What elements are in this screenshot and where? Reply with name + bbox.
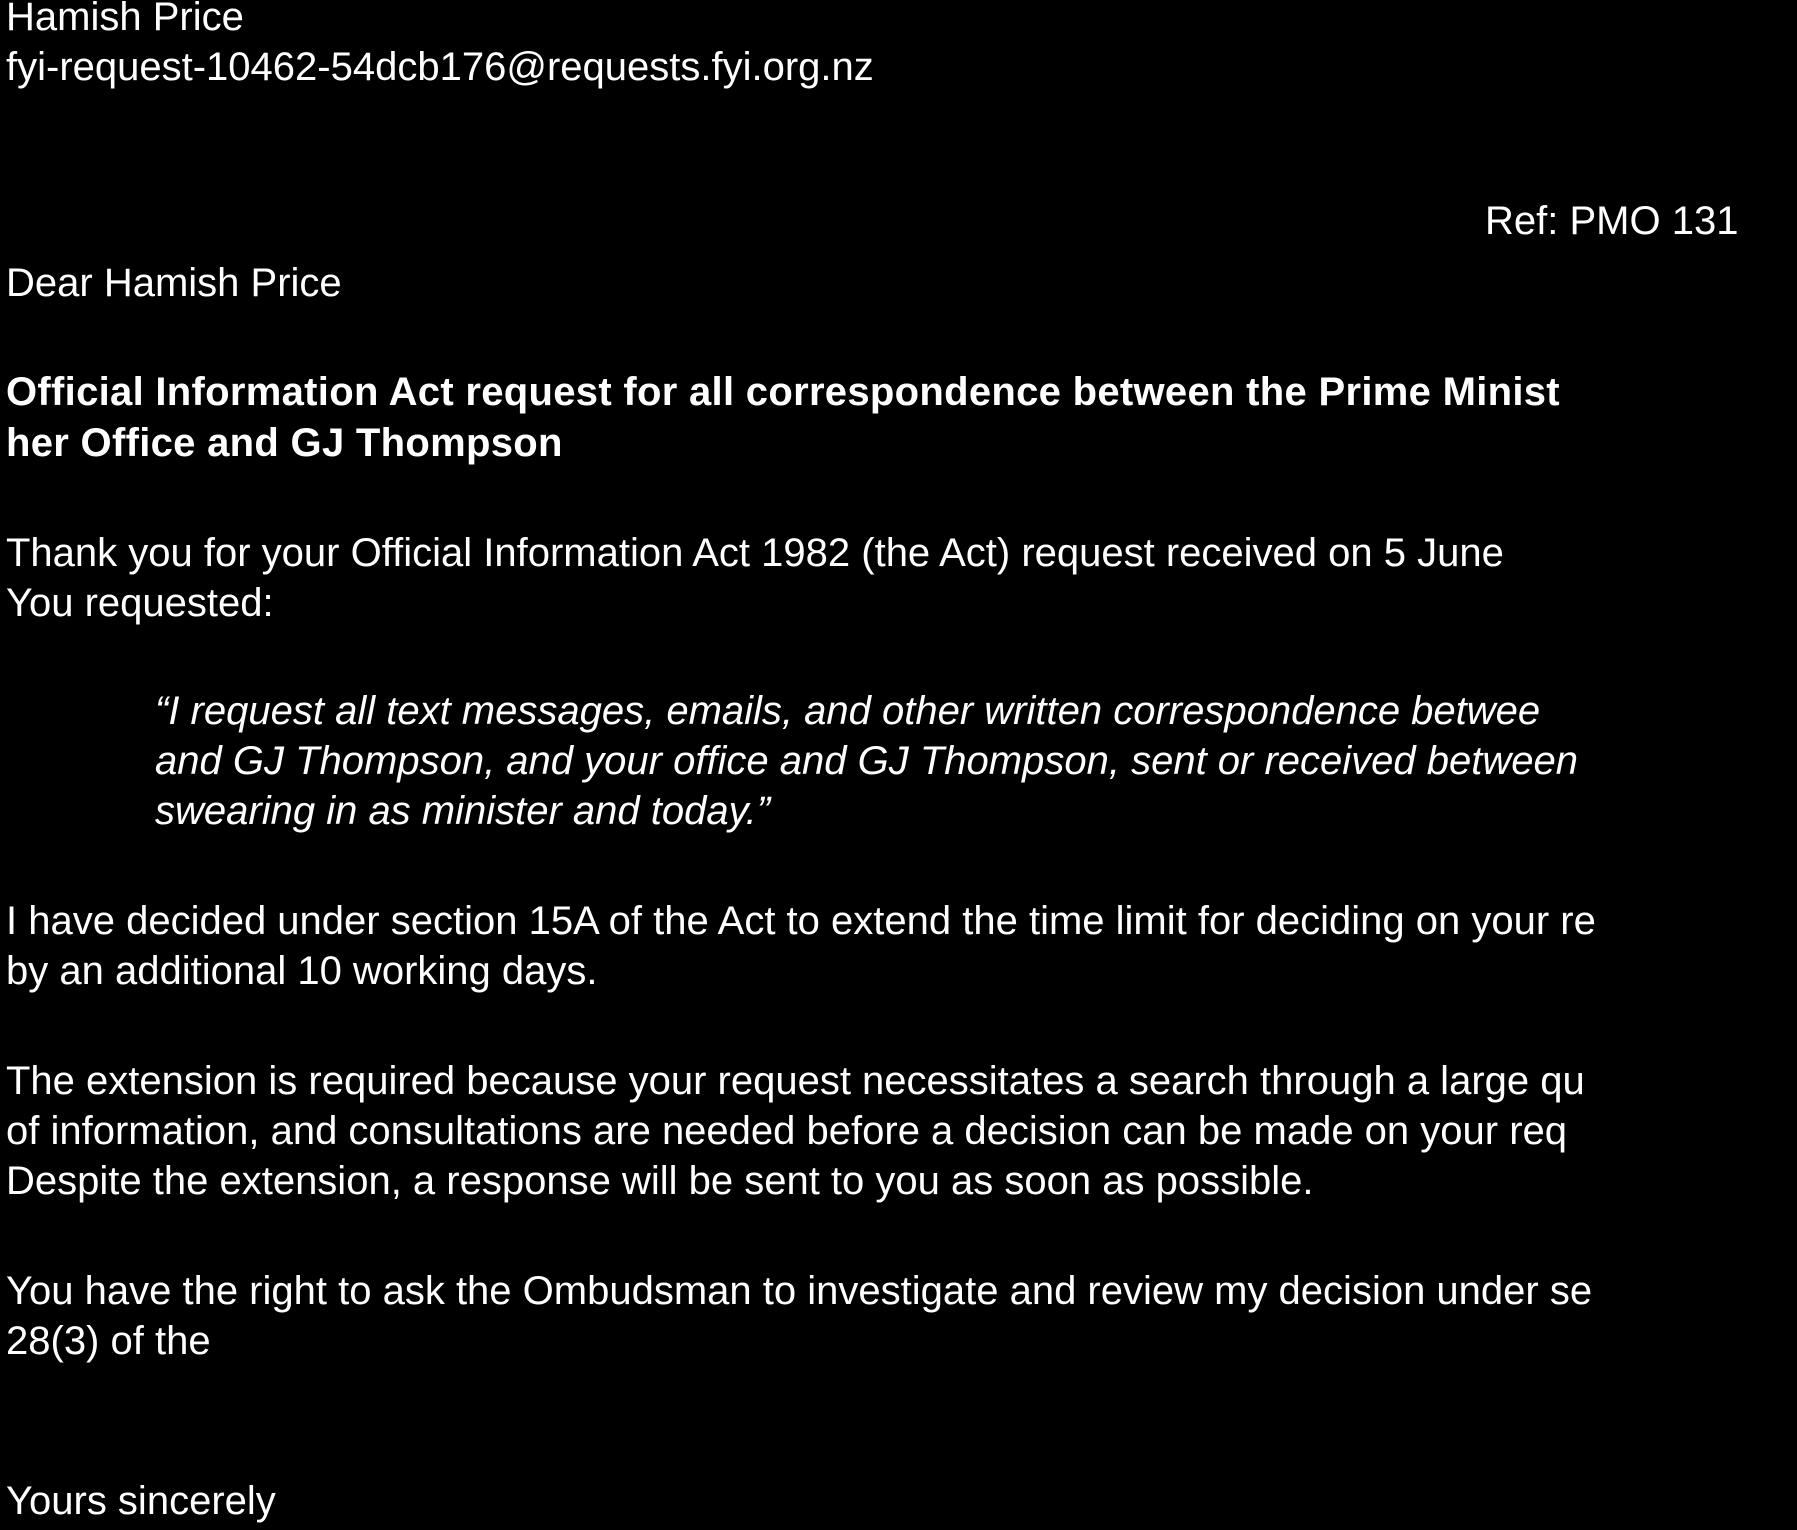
paragraph-4-line-1: You have the right to ask the Ombudsman to investigate and review my decision under se (6, 1269, 1593, 1313)
quote-line-2: and GJ Thompson, and your office and GJ Thompson, sent or received between (155, 739, 1579, 783)
paragraph-2-line-2: by an additional 10 working days. (6, 949, 598, 993)
paragraph-3-line-3: Despite the extension, a response will be sent to you as soon as possible. (6, 1159, 1314, 1203)
paragraph-4-line-2: 28(3) of the (6, 1319, 211, 1363)
recipient-email: fyi-request-10462-54dcb176@requests.fyi.org.nz (6, 45, 874, 89)
closing: Yours sincerely (6, 1479, 276, 1523)
salutation: Dear Hamish Price (6, 261, 342, 305)
quote-line-1: “I request all text messages, emails, and other written correspondence betwee (155, 689, 1541, 733)
paragraph-3-line-2: of information, and consultations are needed before a decision can be made on your req (6, 1109, 1568, 1153)
quote-line-3: swearing in as minister and today.” (155, 789, 771, 833)
paragraph-1-line-1: Thank you for your Official Information Act 1982 (the Act) request received on 5 June (6, 531, 1504, 575)
paragraph-3-line-1: The extension is required because your request necessitates a search through a large qu (6, 1059, 1585, 1103)
paragraph-1-line-2: You requested: (6, 581, 274, 625)
subject-line-2: her Office and GJ Thompson (6, 421, 563, 465)
paragraph-2-line-1: I have decided under section 15A of the Act to extend the time limit for deciding on your re (6, 899, 1596, 943)
subject-line-1: Official Information Act request for all correspondence between the Prime Minist (6, 370, 1560, 414)
reference-number: Ref: PMO 131 (1485, 199, 1739, 243)
recipient-name: Hamish Price (6, 0, 244, 39)
